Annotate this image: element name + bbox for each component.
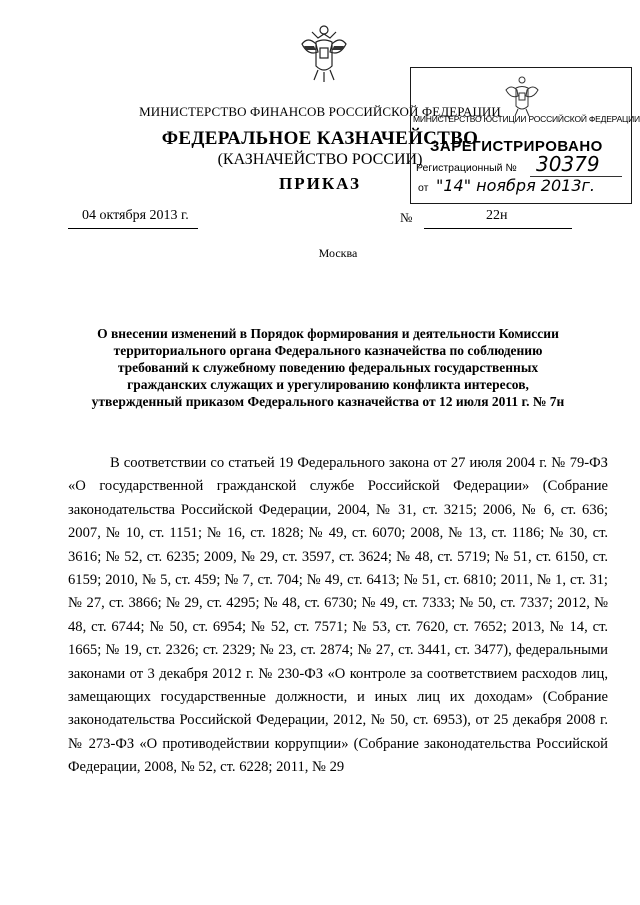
city-name: Москва xyxy=(318,246,358,260)
order-body xyxy=(68,452,608,780)
stamp-reg-label: Регистрационный № xyxy=(416,162,517,174)
agency-name: ФЕДЕРАЛЬНОЕ КАЗНАЧЕЙСТВО xyxy=(161,128,479,149)
number-underline xyxy=(424,228,572,229)
date-underline xyxy=(68,228,198,229)
stamp-ministry: МИНИСТЕРСТВО ЮСТИЦИИ РОССИЙСКОЙ ФЕДЕРАЦИИ xyxy=(413,114,640,124)
stamp-from-label: от xyxy=(418,182,429,194)
ministry-name: МИНИСТЕРСТВО ФИНАНСОВ РОССИЙСКОЙ ФЕДЕРАЦИИ xyxy=(139,104,501,119)
document-type: ПРИКАЗ xyxy=(279,174,361,193)
order-date: 04 октября 2013 г. xyxy=(82,208,189,223)
order-number: 22н xyxy=(486,208,508,223)
stamp-reg-number: 30379 xyxy=(536,152,600,176)
agency-short-name: (КАЗНАЧЕЙСТВО РОССИИ) xyxy=(217,151,423,168)
coat-of-arms-icon xyxy=(298,22,350,84)
stamp-registered: ЗАРЕГИСТРИРОВАНО xyxy=(430,138,603,155)
body-paragraph: В соответствии со статьей 19 Федерального закона от 27 июля 2004 г. № 79-ФЗ «О государственной гражданской службе Российской Федерации» (Собрание законодательства Российской Федерации, 2004, № 31, ст. 3215; 2006, № 6, ст. 636; 2007, № 10, ст. 1151; № 16, ст. 1828; № 49, ст. 6070; 2008, № 13, ст. 1186; № 30, ст. 3616; № 52, ст. 6235; 2009, № 29, ст. 3597, ст. 3624; № 48, ст. 5719; № 51, ст. 6150, ст. 6159; 2010, № 5, ст. 459; № 7, ст. 704; № 49, ст. 6413; № 51, ст. 6810; 2011, № 1, ст. 31; № 27, ст. 3866; № 29, ст. 4295; № 48, ст. 6730; № 49, ст. 7333; № 50, ст. 7337; 2012, № 48, ст. 6744; № 50, ст. 6954; № 52, ст. 7571; № 53, ст. 7620, ст. 7652; 2013, № 14, ст. 1665; № 19, ст. 2326; ст. 2329; № 23, ст. 2874; № 27, ст. 3441, ст. 3477), федеральными законами от 3 декабря 2012 г. № 230-ФЗ «О контроле за соответствием расходов лиц, замещающих государственные должности, и иных лиц их доходам» (Собрание законодательства Российской Федерации, 2012, № 50, ст. 6953), от 25 декабря 2008 г. № 273-ФЗ «О противодействии коррупции» (Собрание законодательства Российской Федерации, 2008, № 52, ст. 6228; 2011, № 29 xyxy=(68,455,608,776)
stamp-coat-of-arms-icon xyxy=(503,74,541,118)
order-title: О внесении изменений в Порядок формирования и деятельности Комиссии территориального органа Федерального казначейства по соблюдению требований к служебному поведению федеральных государственных гражданских служащих и урегулированию конфликта интересов, утвержденный приказом Федерального казначейства от 12 июля 2011 г. № 7н xyxy=(91,326,565,409)
number-sign: № xyxy=(400,210,413,225)
stamp-reg-date: "14" ноября 2013г. xyxy=(436,176,595,195)
